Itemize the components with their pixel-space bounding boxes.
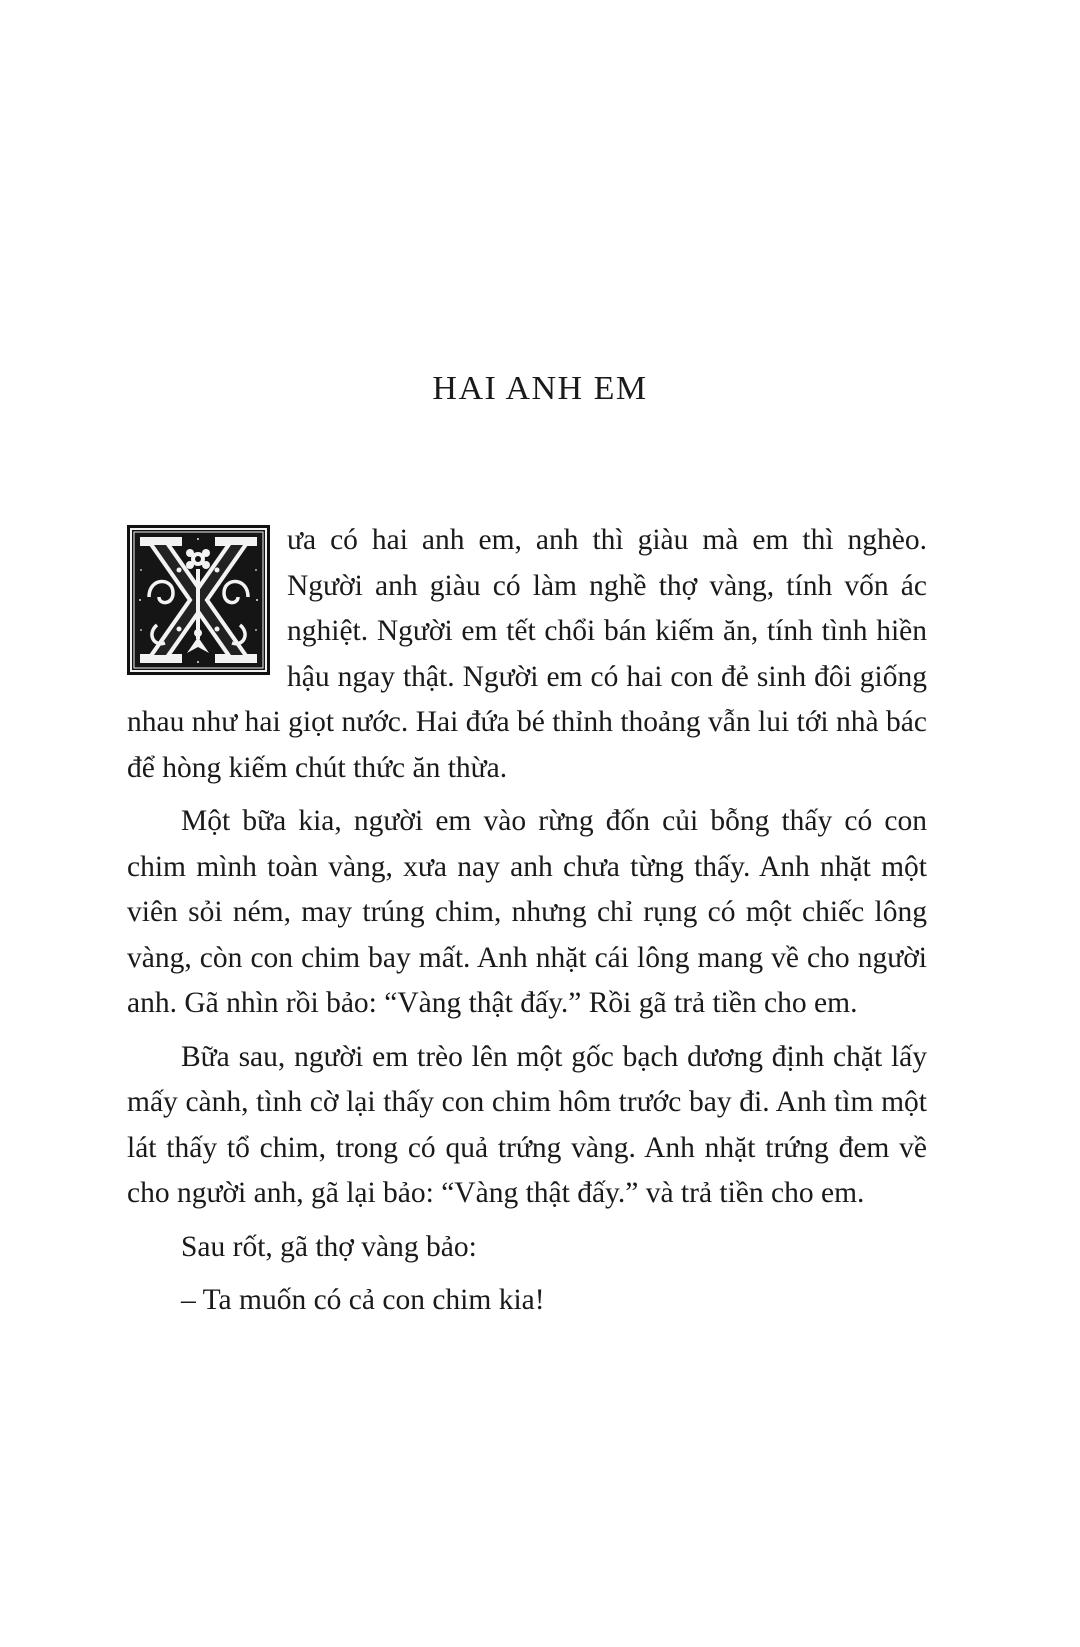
chapter-title: HAI ANH EM — [432, 370, 648, 407]
ornamental-x-initial-icon — [127, 525, 270, 675]
chapter-body — [127, 518, 927, 1324]
paragraph-3: Bữa sau, người em trèo lên một gốc bạch dương định chặt lấy mấy cành, tình cờ lại thấy con chim hôm trước bay đi. Anh tìm một lát thấy tổ chim, trong có quả trứng vàng. Anh nhặt trứng đem về cho người anh, gã lại bảo: “Vàng thật đấy.” và trả tiền cho em. — [127, 1040, 927, 1209]
drop-cap-ornament — [127, 525, 270, 675]
paragraph-1-text: ưa có hai anh em, anh thì giàu mà em thì nghèo. Người anh giàu có làm nghề thợ vàng, tính vốn ác nghiệt. Người em tết chổi bán kiếm ăn, tính tình hiền hậu ngay thật. Người em có hai con đẻ sinh đôi giống nhau như hai giọt nước. Hai đứa bé thỉnh thoảng vẫn lui tới nhà bác để hòng kiếm chút thức ăn thừa. — [127, 524, 927, 784]
paragraph-4: Sau rốt, gã thợ vàng bảo: — [181, 1230, 477, 1263]
paragraph-5-dialogue: – Ta muốn có cả con chim kia! — [181, 1284, 545, 1316]
paragraph-2: Một bữa kia, người em vào rừng đốn củi bỗng thấy có con chim mình toàn vàng, xưa nay anh chưa từng thấy. Anh nhặt một viên sỏi ném, may trúng chim, nhưng chỉ rụng có một chiếc lông vàng, còn con chim bay mất. Anh nhặt cái lông mang về cho người anh. Gã nhìn rồi bảo: “Vàng thật đấy.” Rồi gã trả tiền cho em. — [127, 805, 927, 1019]
paragraph-1 — [127, 518, 927, 791]
